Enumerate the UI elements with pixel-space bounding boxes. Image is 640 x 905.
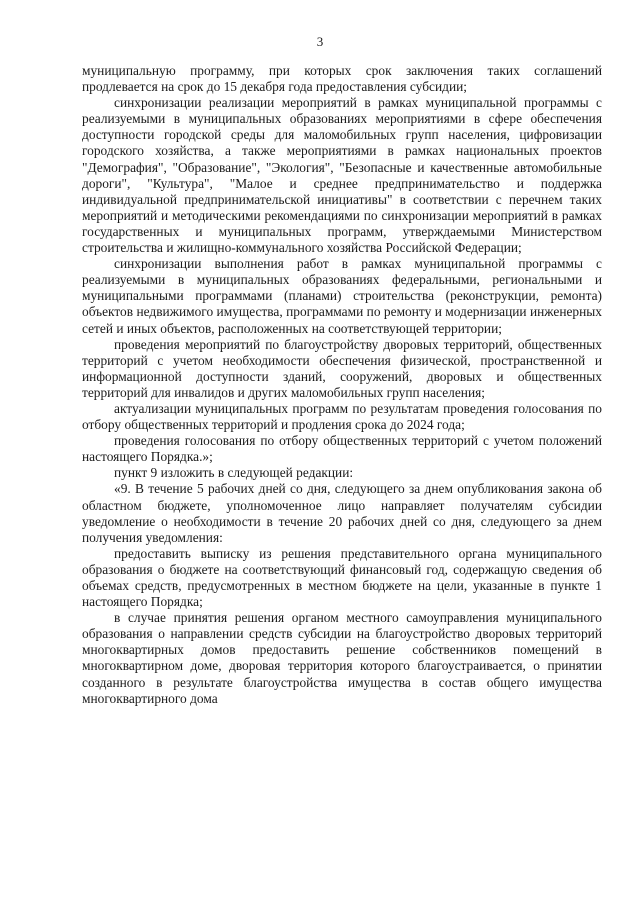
page-number: 3 [316, 34, 324, 49]
paragraph-sync-works: синхронизации выполнения работ в рамках муниципальной программы с реализуемыми в муниципальных образованиях федеральными, региональными и муниципальными программами (планами) строительства (реконструкции, ремонта) объектов недвижимого имущества, программами по ремонту и модернизации инженерных сетей и иных объектов, расположенных на соответствующей территории; [82, 256, 602, 336]
paragraph-item-9-intro: пункт 9 изложить в следующей редакции: [114, 465, 354, 481]
paragraph-budget-extract: предоставить выписку из решения представительного органа муниципального образования о бюджете на соответствующий финансовый год, содержащую сведения об объемах средств, предусмотренных в местном бюджете на цели, указанные в пункте 1 настоящего Порядка; [82, 545, 602, 610]
document-body [82, 63, 602, 707]
paragraph-accessibility: проведения мероприятий по благоустройству дворовых территорий, общественных территорий с учетом необходимости обеспечения физической, пространственной и информационной доступности зданий, сооружений, дворовых и общественных территорий для инвалидов и других маломобильных групп населения; [82, 336, 602, 400]
paragraph-continuation: муниципальную программу, при которых срок заключения таких соглашений продлевается на срок до 15 декабря года предоставления субсидии; [82, 63, 602, 95]
paragraph-program-update: актуализации муниципальных программ по результатам проведения голосования по отбору общественных территорий и продления срока до 2024 года; [82, 400, 602, 433]
paragraph-sync-measures: синхронизации реализации мероприятий в рамках муниципальной программы с реализуемыми в муниципальных образованиях мероприятиями в сфере обеспечения доступности городской среды для маломобильных групп населения, цифровизации городского хозяйства, а также мероприятиями в рамках национальных проектов "Демография", "Образование", "Экология", "Безопасные и качественные автомобильные дороги", "Культура", "Малое и среднее предпринимательство и поддержка индивидуальной предпринимательской инициативы" в соответствии с перечнем таких мероприятий и методическими рекомендациями по синхронизации мероприятий в рамках государственных и муниципальных программ, утверждаемыми Министерством строительства и жилищно-коммунального хозяйства Российской Федерации; [82, 95, 602, 256]
paragraph-voting: проведения голосования по отбору общественных территорий с учетом положений настоящего Порядка.»; [82, 433, 602, 465]
paragraph-item-9: «9. В течение 5 рабочих дней со дня, следующего за днем опубликования закона об областном бюджете, уполномоченное лицо направляет получателям субсидии уведомление о необходимости в течение 20 рабочих дней со дня, следующего за днем получения уведомления: [82, 481, 602, 545]
paragraph-owners-decision: в случае принятия решения органом местного самоуправления муниципального образования о направлении средств субсидии на благоустройство дворовых территорий многоквартирных домов предоставить решение собственников помещений в многоквартирном доме, дворовая территория которого благоустраивается, о принятии созданного в результате благоустройства имущества в состав общего имущества многоквартирного дома [82, 610, 602, 706]
